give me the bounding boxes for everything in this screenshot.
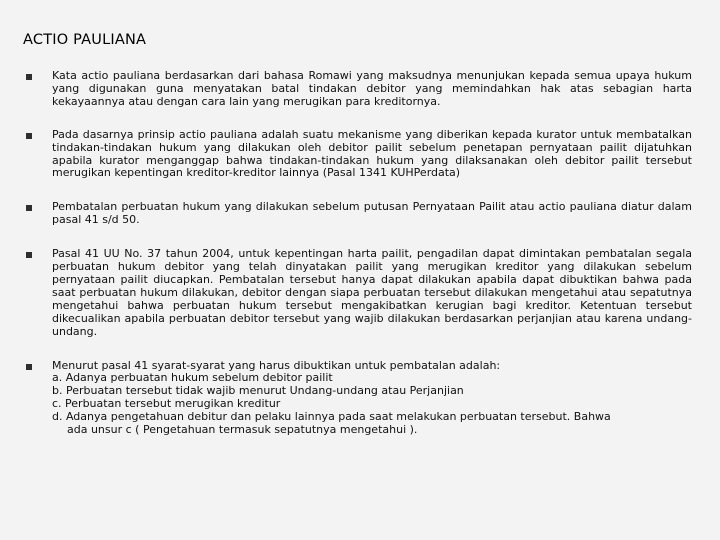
bullet-item (26, 70, 692, 109)
bullet-text: Pada dasarnya prinsip actio pauliana adalah suatu mekanisme yang diberikan kepada kurator untuk membatalkan tindakan-tindakan hukum yang dilakukan oleh debitor pailit sebelum penetapan pernyataan pailit dijatuhkan apabila kurator menganggap bahwa tindakan-tindakan hukum yang dilaksanakan oleh debitor pailit tersebut merugikan kepentingan kreditor-kreditor lainnya (Pasal 1341 KUHPerdata) (52, 127, 692, 180)
condition-item: c. Perbuatan tersebut merugikan kreditur (52, 397, 281, 411)
condition-item: a. Adanya perbuatan hukum sebelum debitor pailit (52, 371, 333, 385)
square-bullet-icon (26, 252, 32, 258)
square-bullet-icon (26, 364, 32, 370)
square-bullet-icon (26, 74, 32, 80)
bullet-item (26, 129, 692, 181)
bullet-list (26, 70, 692, 437)
condition-item: b. Perbuatan tersebut tidak wajib menurut Undang-undang atau Perjanjian (52, 384, 464, 398)
square-bullet-icon (26, 205, 32, 211)
condition-item: d. Adanya pengetahuan debitur dan pelaku lainnya pada saat melakukan perbuatan tersebut. Bahwa (52, 410, 611, 424)
condition-item-continuation: ada unsur c ( Pengetahuan termasuk sepatutnya mengetahui ). (67, 423, 418, 437)
bullet-item (26, 248, 692, 338)
bullet-intro: Menurut pasal 41 syarat-syarat yang harus dibuktikan untuk pembatalan adalah: (52, 358, 501, 372)
slide-title: ACTIO PAULIANA (23, 32, 147, 48)
square-bullet-icon (26, 133, 32, 139)
bullet-item (26, 201, 692, 227)
bullet-item (26, 360, 692, 437)
bullet-text: Kata actio pauliana berdasarkan dari bahasa Romawi yang maksudnya menunjukan kepada semua upaya hukum yang digunakan guna menyatakan batal tindakan debitor yang memindahkan hak atas sebagian harta kekayaannya atau dengan cara lain yang merugikan para kreditornya. (52, 69, 692, 108)
bullet-text: Pasal 41 UU No. 37 tahun 2004, untuk kepentingan harta pailit, pengadilan dapat dimintakan pembatalan segala perbuatan hukum debitor yang telah dinyatakan pailit yang merugikan kreditor yang dilakukan sebelum pernyataan pailit diucapkan. Pembatalan tersebut hanya dapat dilakukan apabila dapat dibuktikan bahwa pada saat perbuatan hukum dilakukan, debitor dengan siapa perbuatan tersebut dilakukan mengetahui atau sepatutnya mengetahui bahwa perbuatan hukum tersebut mengakibatkan kerugian bagi kreditor. Ketentuan tersebut dikecualikan apabila perbuatan debitor tersebut yang wajib dilakukan berdasarkan perjanjian atau karena undang-undang. (52, 247, 692, 338)
bullet-text: Pembatalan perbuatan hukum yang dilakukan sebelum putusan Pernyataan Pailit atau actio pauliana diatur dalam pasal 41 s/d 50. (52, 200, 692, 227)
